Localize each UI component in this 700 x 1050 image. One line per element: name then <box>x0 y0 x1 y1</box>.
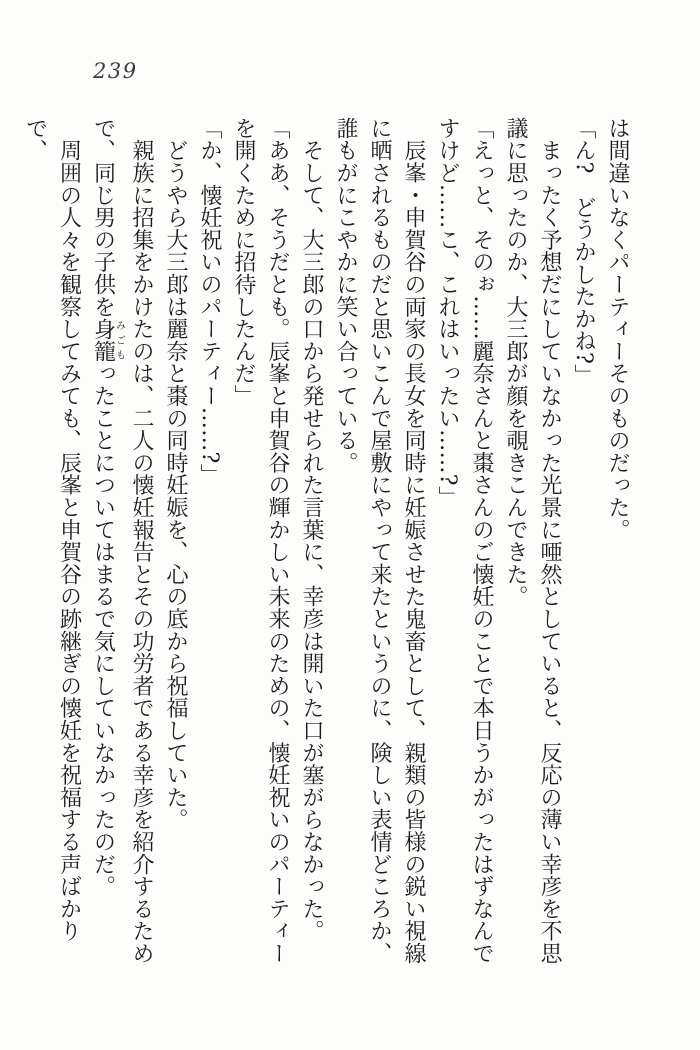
text-line: 周囲の人々を観察してみても、辰峯と申賀谷の跡継ぎの懐妊を祝福する声ばかりで、 <box>22 117 82 943</box>
text-line: 親族に招集をかけたのは、二人の懐妊報告とその功労者である幸彦を紹介するため <box>129 117 154 965</box>
vertical-text-block <box>18 117 635 965</box>
text-line: は間違いなくパーティーそのものだった。 <box>605 117 630 541</box>
text-line: すけど……こ、これはいったい……?」 <box>435 117 460 509</box>
text-line: に晒されるものだと思いこんで屋敷にやって来たというのに、険しい表情どころか、 <box>367 117 392 965</box>
text-line: そして、大三郎の口から発せられた言葉に、幸彦は開いた口が塞がらなかった。 <box>299 117 324 943</box>
text-line: 誰もがにこやかに笑い合っている。 <box>333 117 358 474</box>
text-line: 「えっと、そのぉ……麗奈さんと棗さんのご懐妊のことで本日うかがったはずなんで <box>469 117 494 965</box>
ruby-annotated-word: 身籠みごも <box>90 317 125 363</box>
page-number: 239 <box>93 59 138 83</box>
text-line: を開くために招待したんだ」 <box>231 117 256 407</box>
text-line: 「か、懐妊祝いのパーティー……?」 <box>197 117 222 486</box>
text-line: 辰峯・申賀谷の両家の長女を同時に妊娠させた鬼畜として、親類の皆様の鋭い視線 <box>401 117 426 965</box>
text-line: まったく予想だにしていなかった光景に唖然としていると、反応の薄い幸彦を不思 <box>537 117 562 965</box>
text-line: 「ん? どうかしたかね?」 <box>571 117 596 387</box>
text-line: で、同じ男の子供を身籠みごもったことについてはまるで気にしていなかったのだ。 <box>90 117 125 898</box>
text-line: どうやら大三郎は麗奈と棗の同時妊娠を、心の底から祝福していた。 <box>163 117 188 831</box>
text-line: 議に思ったのか、大三郎が顔を覗きこんできた。 <box>503 117 528 608</box>
text-line: 「ああ、そうだとも。辰峯と申賀谷の輝かしい未来のための、懐妊祝いのパーティー <box>265 117 290 965</box>
